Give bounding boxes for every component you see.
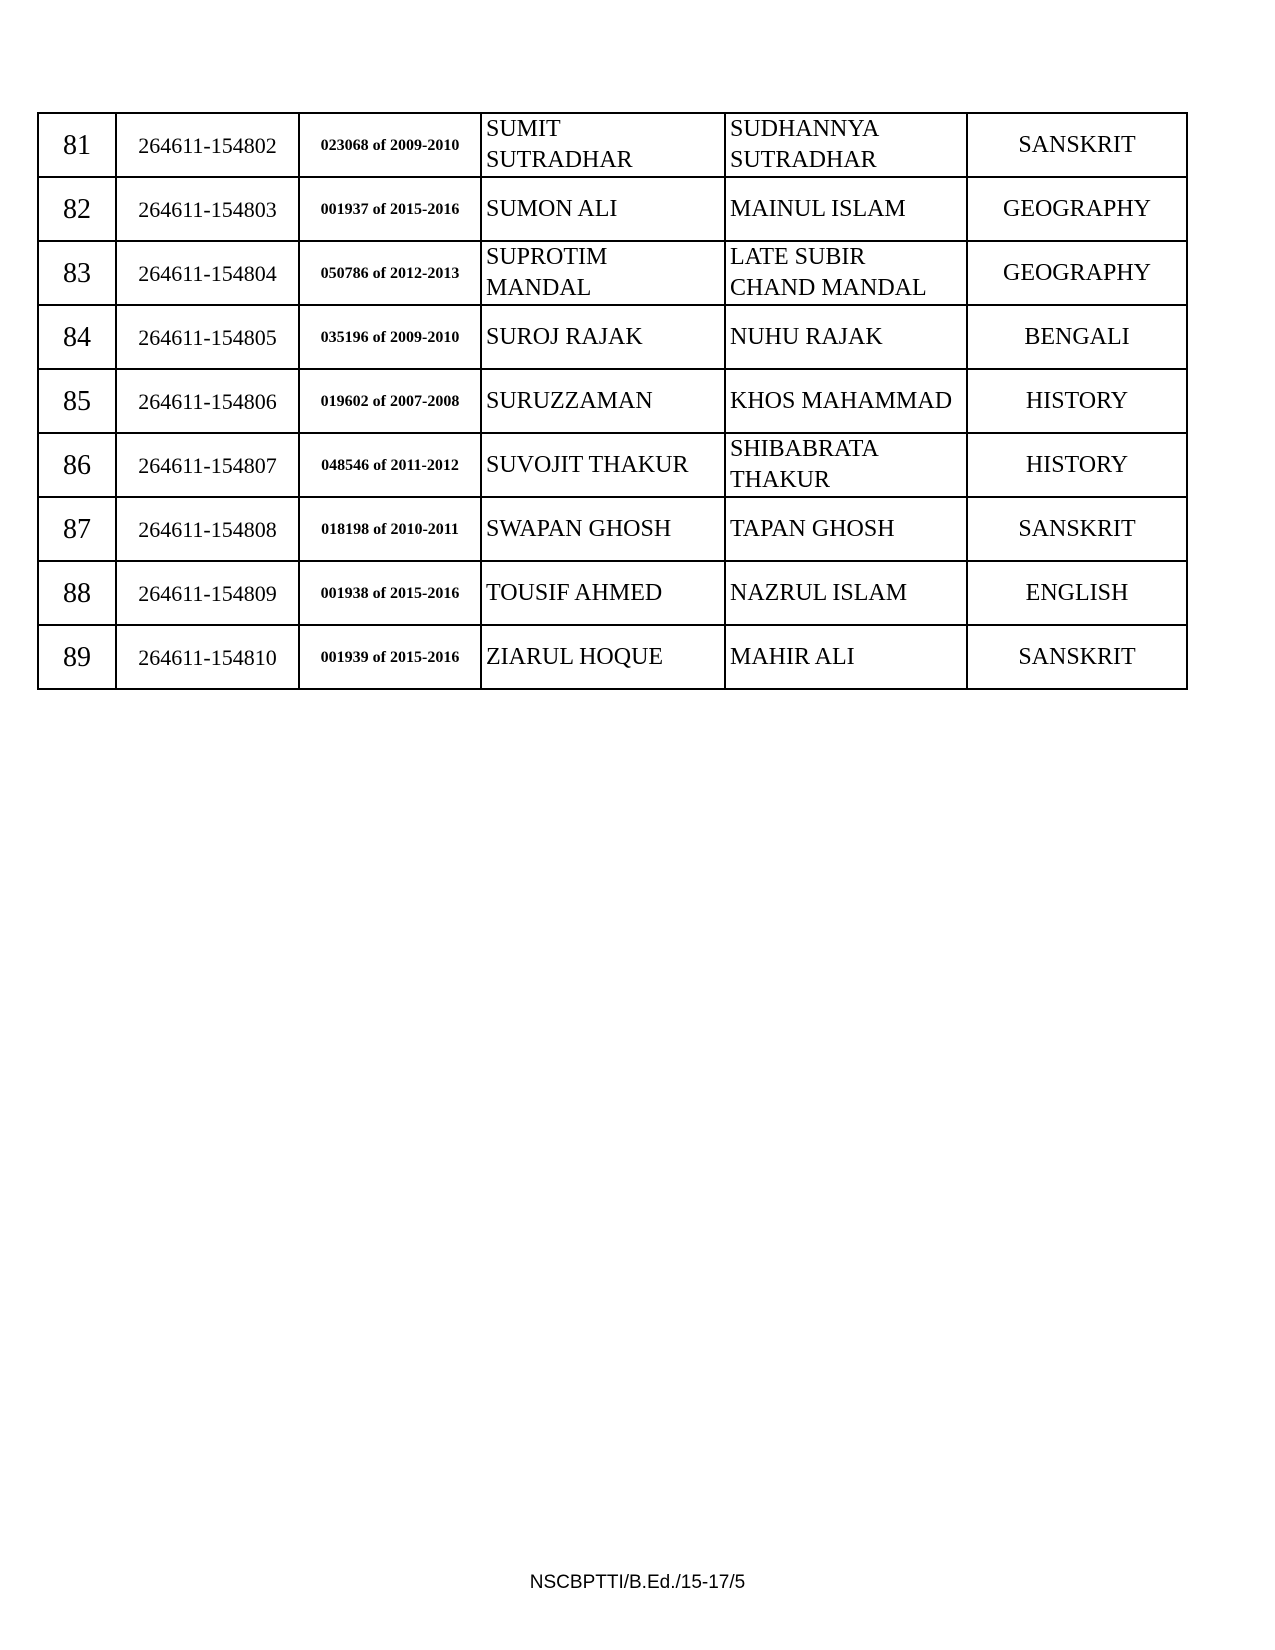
table-row xyxy=(38,497,1187,561)
guardian-name: KHOS MAHAMMAD xyxy=(725,369,967,433)
reference-number: 023068 of 2009-2010 xyxy=(299,113,481,177)
student-name: SWAPAN GHOSH xyxy=(481,497,725,561)
subject: GEOGRAPHY xyxy=(967,241,1187,305)
student-list-table xyxy=(37,112,1188,690)
serial-number: 82 xyxy=(38,177,116,241)
guardian-name-line-1: SUDHANNYA xyxy=(730,116,880,142)
registration-number: 264611-154802 xyxy=(116,113,299,177)
guardian-name xyxy=(725,113,967,177)
reference-number: 001939 of 2015-2016 xyxy=(299,625,481,689)
student-name: SUROJ RAJAK xyxy=(481,305,725,369)
reference-number: 001937 of 2015-2016 xyxy=(299,177,481,241)
student-name: SURUZZAMAN xyxy=(481,369,725,433)
reference-number: 048546 of 2011-2012 xyxy=(299,433,481,497)
student-name: TOUSIF AHMED xyxy=(481,561,725,625)
page-footer-code: NSCBPTTI/B.Ed./15-17/5 xyxy=(529,1572,746,1593)
subject: ENGLISH xyxy=(967,561,1187,625)
registration-number: 264611-154803 xyxy=(116,177,299,241)
guardian-name-line-1: LATE SUBIR xyxy=(730,244,866,270)
student-name-line-2: SUTRADHAR xyxy=(486,147,633,173)
serial-number: 85 xyxy=(38,369,116,433)
student-name xyxy=(481,241,725,305)
subject: HISTORY xyxy=(967,433,1187,497)
guardian-name: NAZRUL ISLAM xyxy=(725,561,967,625)
registration-number: 264611-154810 xyxy=(116,625,299,689)
reference-number: 001938 of 2015-2016 xyxy=(299,561,481,625)
student-name: SUMON ALI xyxy=(481,177,725,241)
guardian-name-line-2: CHAND MANDAL xyxy=(730,275,927,301)
student-name-line-1: SUMIT xyxy=(486,116,561,142)
student-name: ZIARUL HOQUE xyxy=(481,625,725,689)
serial-number: 81 xyxy=(38,113,116,177)
serial-number: 87 xyxy=(38,497,116,561)
guardian-name xyxy=(725,241,967,305)
guardian-name-line-1: SHIBABRATA xyxy=(730,436,879,462)
subject: SANSKRIT xyxy=(967,113,1187,177)
serial-number: 83 xyxy=(38,241,116,305)
serial-number: 84 xyxy=(38,305,116,369)
student-name-line-1: SUPROTIM xyxy=(486,244,608,270)
guardian-name-line-2: THAKUR xyxy=(730,467,830,493)
serial-number: 89 xyxy=(38,625,116,689)
guardian-name: MAINUL ISLAM xyxy=(725,177,967,241)
reference-number: 018198 of 2010-2011 xyxy=(299,497,481,561)
student-name-line-2: MANDAL xyxy=(486,275,592,301)
table-row xyxy=(38,433,1187,497)
subject: SANSKRIT xyxy=(967,497,1187,561)
subject: SANSKRIT xyxy=(967,625,1187,689)
table-row xyxy=(38,177,1187,241)
registration-number: 264611-154804 xyxy=(116,241,299,305)
registration-number: 264611-154808 xyxy=(116,497,299,561)
table-row xyxy=(38,113,1187,177)
reference-number: 035196 of 2009-2010 xyxy=(299,305,481,369)
guardian-name: NUHU RAJAK xyxy=(725,305,967,369)
registration-number: 264611-154805 xyxy=(116,305,299,369)
registration-number: 264611-154807 xyxy=(116,433,299,497)
registration-number: 264611-154809 xyxy=(116,561,299,625)
subject: GEOGRAPHY xyxy=(967,177,1187,241)
reference-number: 050786 of 2012-2013 xyxy=(299,241,481,305)
registration-number: 264611-154806 xyxy=(116,369,299,433)
student-name: SUVOJIT THAKUR xyxy=(481,433,725,497)
reference-number: 019602 of 2007-2008 xyxy=(299,369,481,433)
guardian-name xyxy=(725,433,967,497)
table-row xyxy=(38,625,1187,689)
table-row xyxy=(38,241,1187,305)
subject: BENGALI xyxy=(967,305,1187,369)
subject: HISTORY xyxy=(967,369,1187,433)
serial-number: 88 xyxy=(38,561,116,625)
guardian-name-line-2: SUTRADHAR xyxy=(730,147,877,173)
guardian-name: MAHIR ALI xyxy=(725,625,967,689)
table-row xyxy=(38,305,1187,369)
serial-number: 86 xyxy=(38,433,116,497)
table-row xyxy=(38,369,1187,433)
table-row xyxy=(38,561,1187,625)
guardian-name: TAPAN GHOSH xyxy=(725,497,967,561)
student-name xyxy=(481,113,725,177)
